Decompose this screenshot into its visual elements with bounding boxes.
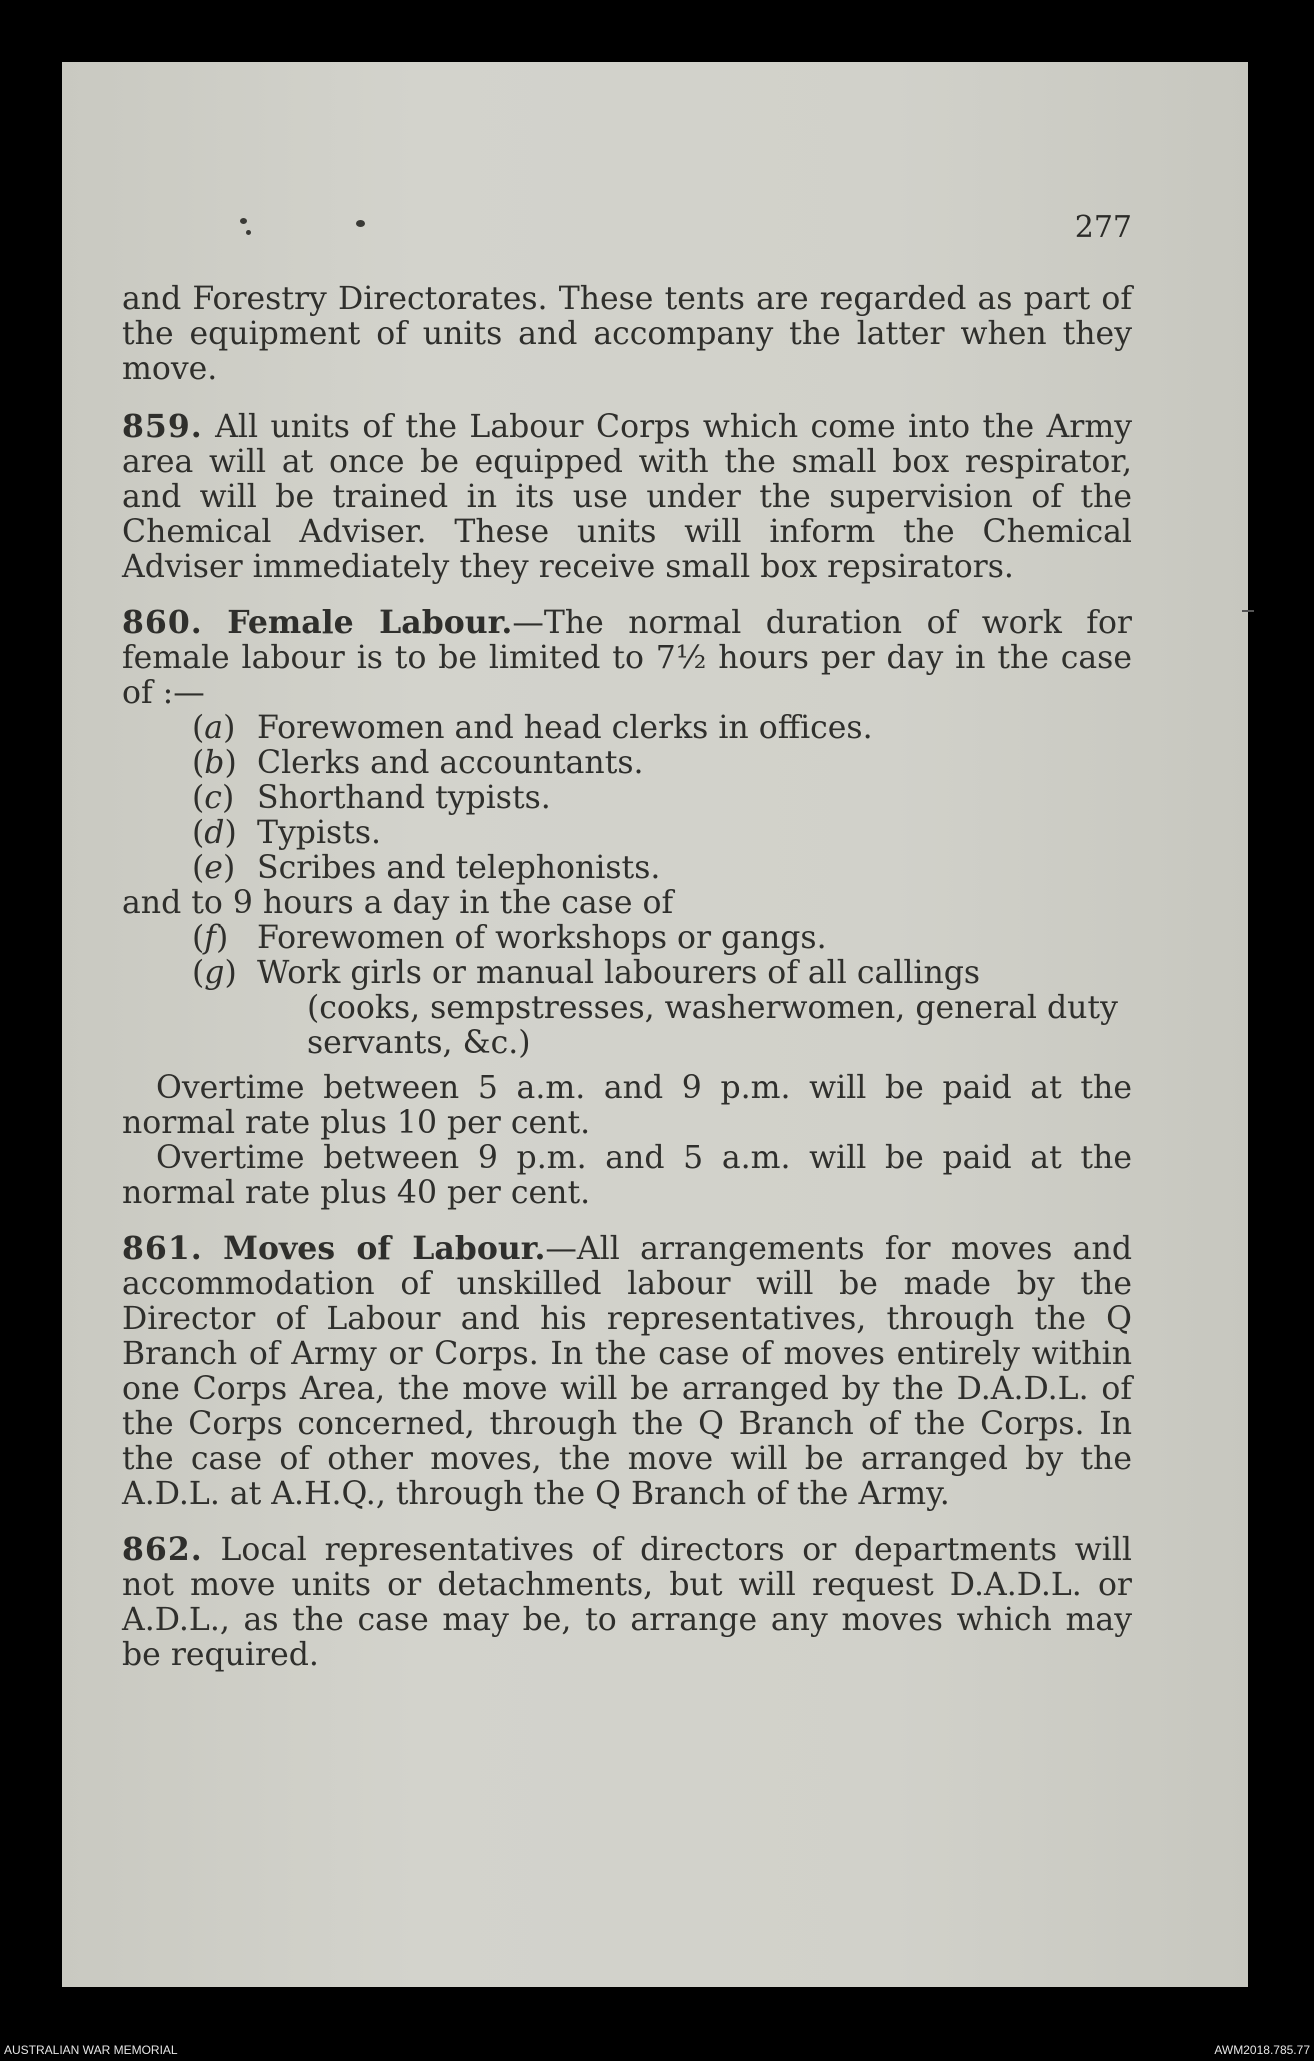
paragraph-860	[122, 605, 1132, 1211]
paragraph-860-intro	[122, 605, 1132, 711]
paragraph-861	[122, 1231, 1132, 1512]
list-item: (c) Shorthand typists.	[192, 780, 551, 816]
paragraph-number: 860.	[122, 604, 203, 641]
overtime-night-rate: Overtime between 9 p.m. and 5 a.m. will be paid at the normal rate plus 40 per cent.	[122, 1140, 1132, 1211]
continuation-paragraph: and Forestry Directorates. These tents are regarded as part of the equipment of units and accompany the latter when they move.	[122, 281, 1132, 387]
list-item: (f) Forewomen of workshops or gangs.	[192, 920, 827, 956]
paragraph-text: —All arrangements for moves and accommodation of unskilled labour will be made by the Director of Labour and his representatives, through the Q Branch of Army or Corps. In the case of moves entirely within one Corps Area, the move will be arranged by the D.A.D.L. of the Corps concerned, through the Q Branch of the Corps. In the case of other moves, the move will be arranged by the A.D.L. at A.H.Q., through the Q Branch of the Army.	[122, 1231, 1132, 1512]
section-heading: Female Labour.	[227, 604, 513, 641]
section-heading: Moves of Labour.	[223, 1230, 546, 1267]
accession-number: AWM2018.785.77	[1214, 2043, 1310, 2057]
archive-footer	[0, 2040, 1314, 2061]
punch-hole	[356, 220, 365, 227]
paragraph-number: 862.	[122, 1531, 203, 1568]
paragraph-862	[122, 1532, 1132, 1673]
list-item: (b) Clerks and accountants.	[192, 745, 644, 781]
paragraph-text: —The normal duration of work for female labour is to be limited to 7½ hours per day in the case of :—	[122, 605, 1132, 711]
paragraph-text: Local representatives of directors or departments will not move units or detachments, but will request D.A.D.L. or A.D.L., as the case may be, to arrange any moves which may be required.	[122, 1532, 1132, 1673]
archive-name: AUSTRALIAN WAR MEMORIAL	[4, 2043, 178, 2057]
punch-holes	[172, 152, 372, 212]
paragraph-859	[122, 409, 1132, 585]
paragraph-860-mid: and to 9 hours a day in the case of	[122, 885, 674, 921]
punch-hole	[240, 218, 247, 224]
page-number: 277	[1074, 210, 1132, 245]
overtime-day-rate: Overtime between 5 a.m. and 9 p.m. will be paid at the normal rate plus 10 per cent.	[122, 1070, 1132, 1141]
list-item: (e) Scribes and telephonists.	[192, 850, 661, 886]
office-roles-list	[122, 711, 1132, 886]
paragraph-text: All units of the Labour Corps which come into the Army area will at once be equipped with the small box respirator, and will be trained in its use under the supervision of the Chemical Adviser. These units will inform the Chemical Adviser immediately they receive small box repsirators.	[122, 409, 1132, 585]
edge-mark	[1242, 610, 1254, 612]
workshop-roles-list	[122, 921, 1132, 1061]
page-content	[122, 282, 1132, 1693]
punch-hole	[246, 230, 251, 235]
document-page	[62, 62, 1248, 1987]
paragraph-number: 859.	[122, 408, 203, 445]
list-item: (g) Work girls or manual labourers of all callings (cooks, sempstresses, washerwomen, general duty servants, &c.)	[192, 955, 1118, 1061]
list-item: (d) Typists.	[192, 815, 382, 851]
list-item: (a) Forewomen and head clerks in offices.	[192, 710, 873, 746]
paragraph-number: 861.	[122, 1230, 203, 1267]
